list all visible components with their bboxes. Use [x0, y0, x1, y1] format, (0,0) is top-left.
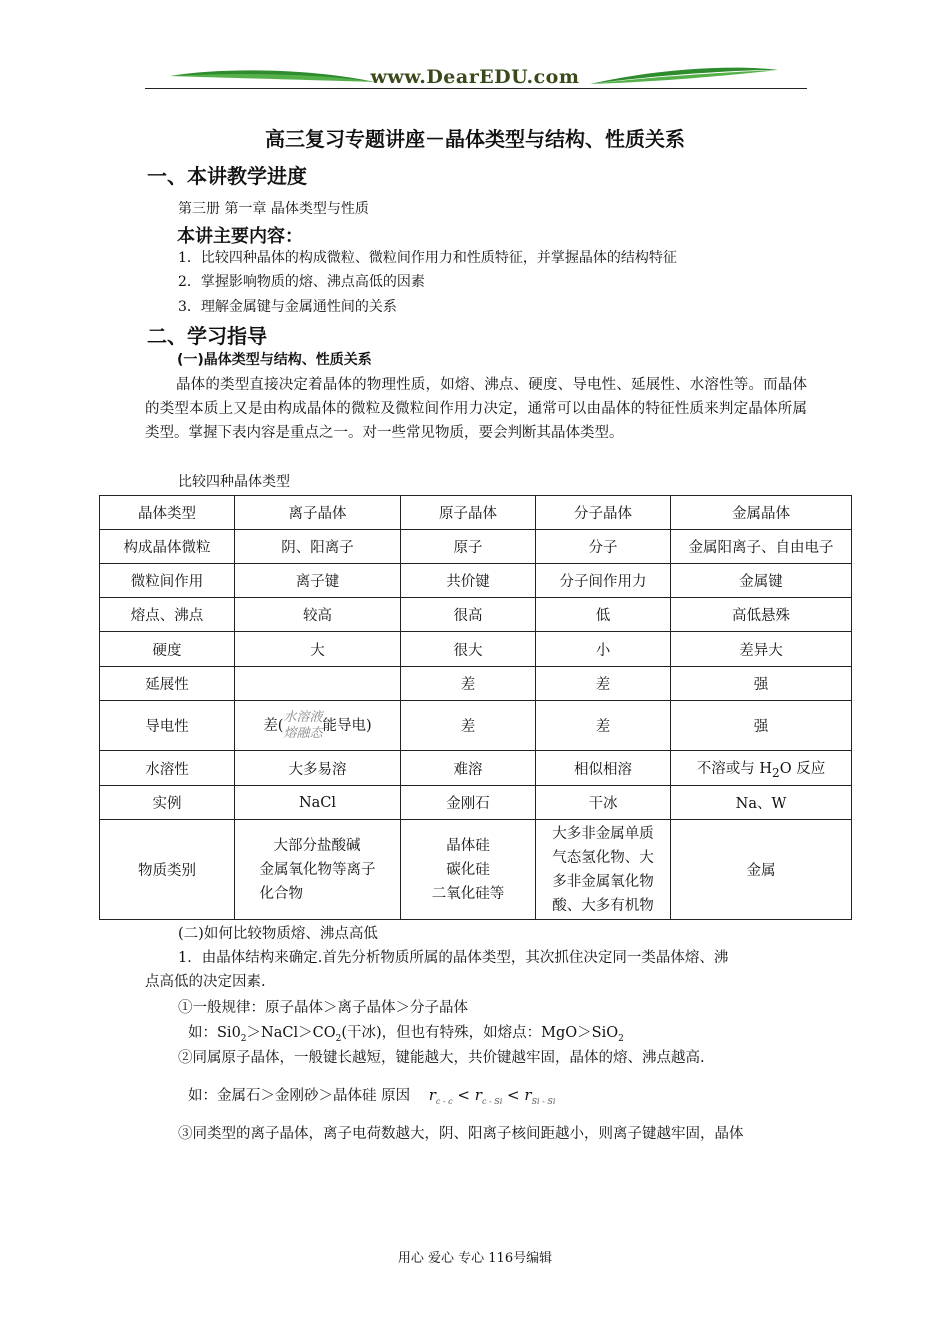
table-header-row: [100, 496, 852, 530]
example2-text: 如：金属石＞金刚砂＞晶体硅 原因: [188, 1088, 411, 1104]
solubility-metal-sub: 2: [772, 765, 780, 780]
rule-2: ②同属原子晶体，一般键长越短，键能越大，共价键越牢固，晶体的熔、沸点越高.: [178, 1050, 705, 1066]
example1-part-b: ＞NaCl＞CO: [246, 1025, 336, 1041]
table-row: [100, 598, 852, 632]
table-header-cell: 分子晶体: [536, 496, 671, 530]
formula-lt: <: [507, 1086, 520, 1104]
page-footer: 用心 爱心 专心 116号编辑: [397, 1251, 553, 1266]
formula-sub-sisi: Si - Si: [531, 1097, 556, 1106]
table-cell: 差: [536, 701, 671, 751]
table-cell: 硬度: [100, 632, 235, 667]
conductivity-conditions: [283, 710, 322, 742]
categories-molecular: [552, 822, 654, 918]
table-cell: 分子: [536, 530, 671, 564]
table-cell: 很高: [401, 598, 536, 632]
table-cell: 大: [235, 632, 401, 667]
table-cell: 相似相溶: [536, 751, 671, 786]
formula-sub-csi: c - Si: [481, 1097, 503, 1106]
table-cell: 熔点、沸点: [100, 598, 235, 632]
table-cell: 高低悬殊: [671, 598, 852, 632]
section2-subheading: (一)晶体类型与结构、性质关系: [177, 352, 372, 368]
table-cell: 导电性: [100, 701, 235, 751]
categories-molecular-line: 大多非金属单质: [552, 825, 654, 842]
content-item-2: 2．掌握影响物质的熔、沸点高低的因素: [178, 274, 425, 290]
page-title: 高三复习专题讲座－晶体类型与结构、性质关系: [265, 127, 685, 151]
categories-atomic-line: 二氧化硅等: [431, 885, 505, 902]
table-cell: [235, 667, 401, 701]
formula-r: r: [474, 1086, 482, 1104]
table-cell: 实例: [100, 786, 235, 820]
solubility-metal-suffix: O 反应: [779, 760, 826, 777]
table-row-conductivity: [100, 701, 852, 751]
content-item-1: 1．比较四种晶体的构成微粒、微粒间作用力和性质特征，并掌握晶体的结构特征: [178, 250, 677, 266]
table-cell: [536, 820, 671, 920]
table-cell: 差异大: [671, 632, 852, 667]
progress-line: 第三册 第一章 晶体类型与性质: [178, 201, 369, 217]
table-cell: [235, 820, 401, 920]
content-item-3: 3．理解金属键与金属通性间的关系: [178, 299, 397, 315]
categories-ionic: [260, 834, 376, 906]
crystal-comparison-table: [99, 495, 852, 920]
table-cell: 构成晶体微粒: [100, 530, 235, 564]
table-cell: 原子: [401, 530, 536, 564]
table-cell: 难溶: [401, 751, 536, 786]
table-row: [100, 564, 852, 598]
categories-ionic-line: 化合物: [259, 885, 303, 902]
table-cell: 金属: [671, 820, 852, 920]
solubility-metal-prefix: 不溶或与 H: [696, 760, 773, 777]
table-cell: 金属键: [671, 564, 852, 598]
table-row-solubility: [100, 751, 852, 786]
example1-part-a: 如：Si0: [188, 1025, 241, 1041]
example1-sub-a: 2: [240, 1033, 247, 1044]
table-row-categories: [100, 820, 852, 920]
example1-sub-b: 2: [335, 1033, 342, 1044]
conductivity-condition-top: 水溶液: [283, 709, 323, 725]
table-cell: 很大: [401, 632, 536, 667]
table-cell-conductivity-ionic: [235, 701, 401, 751]
table-cell: 共价键: [401, 564, 536, 598]
table-header-cell: 离子晶体: [235, 496, 401, 530]
table-header-cell: 金属晶体: [671, 496, 852, 530]
categories-molecular-line: 多非金属氧化物: [552, 873, 654, 890]
table-cell: 强: [671, 667, 852, 701]
table-cell: NaCl: [235, 786, 401, 820]
formula-sub-cc: c - c: [435, 1097, 453, 1106]
table-cell: 差: [401, 667, 536, 701]
section3-line1b: 点高低的决定因素.: [145, 974, 266, 990]
table-cell: 分子间作用力: [536, 564, 671, 598]
table-cell: 离子键: [235, 564, 401, 598]
table-cell: 小: [536, 632, 671, 667]
conductivity-prefix: 差(: [263, 717, 284, 734]
categories-molecular-line: 气态氢化物、大: [552, 849, 654, 866]
table-cell: 大多易溶: [235, 751, 401, 786]
logo-text: www.DearEDU.com: [370, 66, 580, 88]
section3-line1: 1．由晶体结构来确定.首先分析物质所属的晶体类型，其次抓住决定同一类晶体熔、沸: [178, 950, 729, 966]
conductivity-condition-bottom: 熔融态: [283, 725, 323, 741]
formula-r: r: [428, 1086, 436, 1104]
example-2: [188, 1083, 555, 1114]
table-row: [100, 530, 852, 564]
categories-atomic-line: 碳化硅: [446, 861, 490, 878]
table-cell: 强: [671, 701, 852, 751]
section1-heading: 一、本讲教学进度: [147, 164, 307, 188]
table-cell: 低: [536, 598, 671, 632]
table-cell: 物质类别: [100, 820, 235, 920]
table-cell: [401, 820, 536, 920]
categories-ionic-line: 金属氧化物等离子: [259, 861, 376, 878]
content-heading: 本讲主要内容：: [177, 226, 303, 247]
table-header-cell: 晶体类型: [100, 496, 235, 530]
table-cell: 水溶性: [100, 751, 235, 786]
table-cell: 金刚石: [401, 786, 536, 820]
section3-subheading: (二)如何比较物质熔、沸点高低: [178, 926, 378, 942]
table-cell: 较高: [235, 598, 401, 632]
conductivity-suffix: 能导电): [322, 717, 372, 734]
bond-length-formula: [429, 1086, 556, 1104]
table-cell: 微粒间作用: [100, 564, 235, 598]
example1-part-c: (干冰)，但也有特殊，如熔点：MgO＞SiO: [341, 1025, 619, 1041]
categories-molecular-line: 酸、大多有机物: [552, 897, 654, 914]
table-row-examples: [100, 786, 852, 820]
formula-r: r: [524, 1086, 532, 1104]
table-row: [100, 667, 852, 701]
table-cell: 金属阳离子、自由电子: [671, 530, 852, 564]
table-cell: 干冰: [536, 786, 671, 820]
table-cell: 阴、阳离子: [235, 530, 401, 564]
section2-heading: 二、学习指导: [147, 324, 267, 348]
table-cell: [671, 751, 852, 786]
table-cell: Na、W: [671, 786, 852, 820]
rule-3: ③同类型的离子晶体，离子电荷数越大，阴、阳离子核间距越小，则离子键越牢固，晶体: [178, 1126, 744, 1142]
categories-ionic-line: 大部分盐酸碱: [273, 837, 361, 854]
table-row: [100, 632, 852, 667]
categories-atomic-line: 晶体硅: [446, 837, 490, 854]
table-header-cell: 原子晶体: [401, 496, 536, 530]
example1-sub-c: 2: [618, 1033, 624, 1044]
table-cell: 差: [536, 667, 671, 701]
header-rule: [145, 88, 807, 89]
rule-1: ①一般规律：原子晶体＞离子晶体＞分子晶体: [178, 1000, 468, 1016]
table-caption: 比较四种晶体类型: [178, 474, 290, 490]
formula-lt: <: [457, 1086, 470, 1104]
categories-atomic: [405, 834, 531, 906]
table-cell: 差: [401, 701, 536, 751]
table-cell: 延展性: [100, 667, 235, 701]
section2-paragraph: 晶体的类型直接决定着晶体的物理性质，如熔、沸点、硬度、导电性、延展性、水溶性等。而晶体的类型本质上又是由构成晶体的微粒及微粒间作用力决定，通常可以由晶体的特征性质来判定晶体所属类型。掌握下表内容是重点之一。对一些常见物质，要会判断其晶体类型。: [145, 377, 807, 441]
